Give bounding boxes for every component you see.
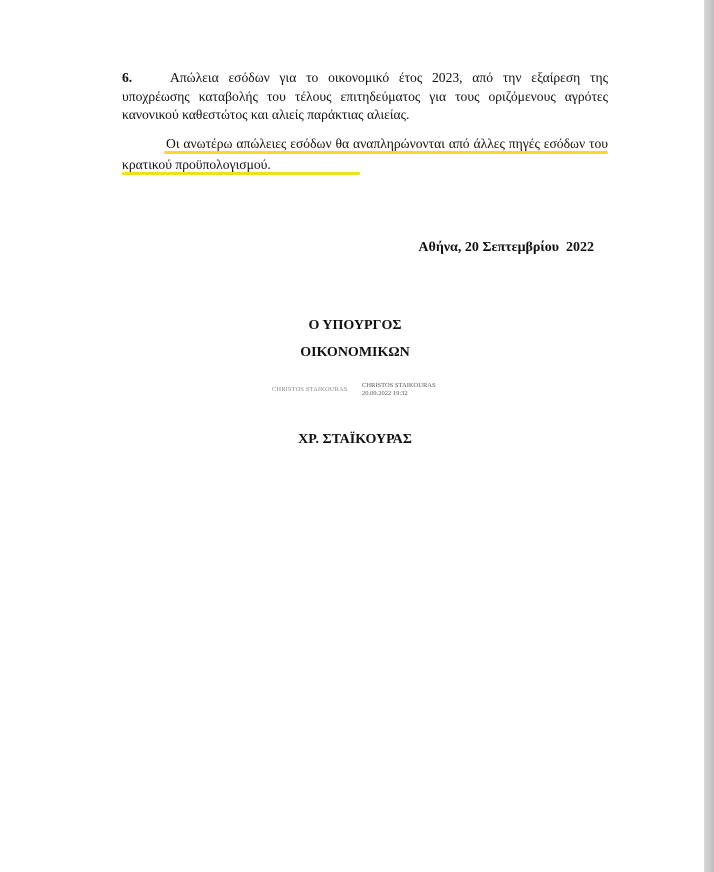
scan-page-edge [704,0,714,872]
stamp-details [362,382,436,398]
date-line: Αθήνα, 20 Σεπτεμβρίου 2022 [418,240,594,255]
stamp-name-small: CHRISTOS STAIKOURAS [362,382,436,389]
signature-title-line-1: Ο ΥΠΟΥΡΓΟΣ [308,318,402,333]
item-number: 6. [122,70,133,85]
item-text: Απώλεια εσόδων για το οικονομικό έτος 2023, από την εξαίρεση της υποχρέωσης καταβολής του τέλους επιτηδεύματος για τους οριζόμενους αγρότες κανονικού καθεστώτος και αλιείς παράκτιας αλιείας. [122,70,608,122]
item-paragraph [122,69,608,125]
signature-title-line-2: ΟΙΚΟΝΟΜΙΚΩΝ [300,345,410,360]
stamp-datetime: 20.09.2022 19:32 [362,390,408,397]
signatory-name: ΧΡ. ΣΤΑΪΚΟΥΡΑΣ [298,432,412,447]
highlighted-paragraph: Οι ανωτέρω απώλειες εσόδων θα αναπληρώνονται από άλλες πηγές εσόδων του κρατικού προϋπολογισμού. [122,136,608,172]
stamp-name-large: CHRISTOS STAIKOURAS [272,386,348,393]
